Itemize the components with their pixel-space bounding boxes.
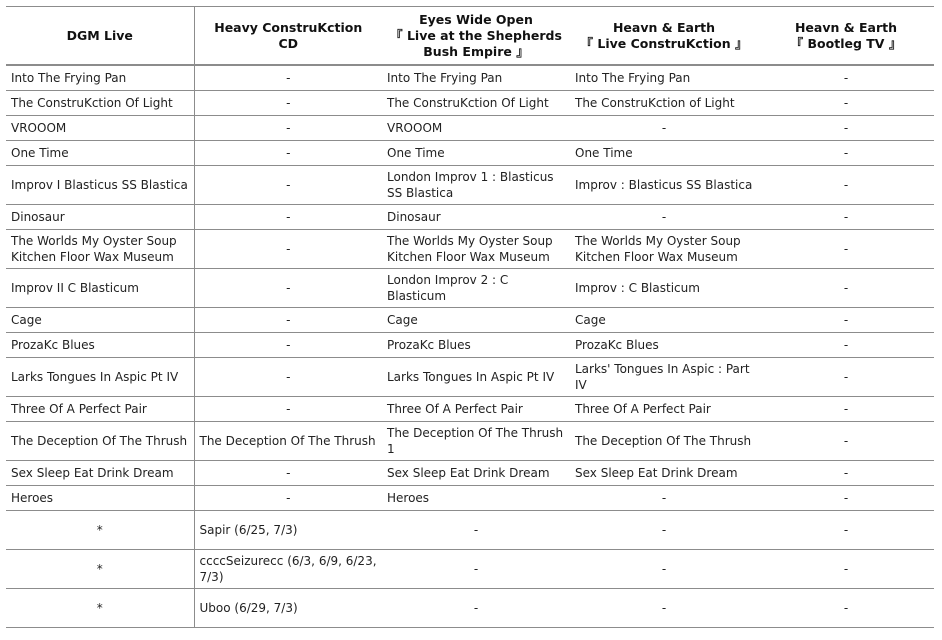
live-construkction-cell: The Worlds My Oyster Soup Kitchen Floor Wax Museum: [570, 230, 758, 269]
table-row: [6, 166, 934, 205]
bootleg-tv-cell: -: [758, 269, 934, 308]
dgm-live-cell: VROOOM: [6, 116, 194, 141]
table-row: [6, 486, 934, 511]
bootleg-tv-cell: -: [758, 486, 934, 511]
eyes-wide-open-cell: -: [382, 589, 570, 628]
bootleg-tv-cell: -: [758, 230, 934, 269]
live-construkction-cell: Improv : C Blasticum: [570, 269, 758, 308]
bootleg-tv-cell: -: [758, 65, 934, 91]
dgm-live-cell: Dinosaur: [6, 205, 194, 230]
live-construkction-cell: -: [570, 205, 758, 230]
setlist-table: [6, 6, 934, 628]
table-row: [6, 65, 934, 91]
bootleg-tv-cell: -: [758, 589, 934, 628]
table-row: [6, 422, 934, 461]
heavy-construkction-cell: -: [194, 65, 382, 91]
bootleg-tv-cell: -: [758, 91, 934, 116]
live-construkction-cell: ProzaKc Blues: [570, 333, 758, 358]
bootleg-tv-cell: -: [758, 333, 934, 358]
table-row: [6, 91, 934, 116]
eyes-wide-open-cell: -: [382, 511, 570, 550]
table-row: [6, 269, 934, 308]
heavy-construkction-cell: -: [194, 166, 382, 205]
heavy-construkction-cell: Sapir (6/25, 7/3): [194, 511, 382, 550]
heavy-construkction-cell: -: [194, 308, 382, 333]
eyes-wide-open-cell: VROOOM: [382, 116, 570, 141]
heavy-construkction-cell: -: [194, 205, 382, 230]
dgm-live-cell: Three Of A Perfect Pair: [6, 397, 194, 422]
bootleg-tv-cell: -: [758, 141, 934, 166]
dgm-live-cell: Cage: [6, 308, 194, 333]
live-construkction-cell: -: [570, 511, 758, 550]
bootleg-tv-cell: -: [758, 550, 934, 589]
dgm-live-cell: Larks Tongues In Aspic Pt IV: [6, 358, 194, 397]
live-construkction-cell: -: [570, 589, 758, 628]
dgm-live-cell: *: [6, 550, 194, 589]
dgm-live-cell: Into The Frying Pan: [6, 65, 194, 91]
heavy-construkction-cell: -: [194, 230, 382, 269]
header-heavy-construkction-cd: Heavy ConstruKction CD: [194, 7, 382, 66]
dgm-live-cell: Improv II C Blasticum: [6, 269, 194, 308]
live-construkction-cell: Improv : Blasticus SS Blastica: [570, 166, 758, 205]
table-row: [6, 589, 934, 628]
heavy-construkction-cell: -: [194, 91, 382, 116]
eyes-wide-open-cell: Heroes: [382, 486, 570, 511]
heavy-construkction-cell: -: [194, 397, 382, 422]
header-eyes-wide-open: Eyes Wide Open 『 Live at the Shepherds Bush Empire 』: [382, 7, 570, 66]
bootleg-tv-cell: -: [758, 397, 934, 422]
bootleg-tv-cell: -: [758, 461, 934, 486]
bootleg-tv-cell: -: [758, 422, 934, 461]
header-heavn-earth-live: Heavn & Earth 『 Live ConstruKction 』: [570, 7, 758, 66]
table-row: [6, 461, 934, 486]
eyes-wide-open-cell: The ConstruKction Of Light: [382, 91, 570, 116]
live-construkction-cell: The ConstruKction of Light: [570, 91, 758, 116]
table-row: [6, 230, 934, 269]
live-construkction-cell: The Deception Of The Thrush: [570, 422, 758, 461]
live-construkction-cell: -: [570, 550, 758, 589]
live-construkction-cell: -: [570, 116, 758, 141]
heavy-construkction-cell: ccccSeizurecc (6/3, 6/9, 6/23, 7/3): [194, 550, 382, 589]
heavy-construkction-cell: -: [194, 358, 382, 397]
table-row: [6, 511, 934, 550]
table-row: [6, 308, 934, 333]
heavy-construkction-cell: -: [194, 269, 382, 308]
eyes-wide-open-cell: ProzaKc Blues: [382, 333, 570, 358]
dgm-live-cell: One Time: [6, 141, 194, 166]
live-construkction-cell: Into The Frying Pan: [570, 65, 758, 91]
eyes-wide-open-cell: The Worlds My Oyster Soup Kitchen Floor Wax Museum: [382, 230, 570, 269]
eyes-wide-open-cell: -: [382, 550, 570, 589]
live-construkction-cell: Sex Sleep Eat Drink Dream: [570, 461, 758, 486]
dgm-live-cell: Improv I Blasticus SS Blastica: [6, 166, 194, 205]
dgm-live-cell: *: [6, 511, 194, 550]
header-row: [6, 7, 934, 66]
eyes-wide-open-cell: Three Of A Perfect Pair: [382, 397, 570, 422]
eyes-wide-open-cell: Cage: [382, 308, 570, 333]
heavy-construkction-cell: -: [194, 333, 382, 358]
heavy-construkction-cell: -: [194, 486, 382, 511]
bootleg-tv-cell: -: [758, 358, 934, 397]
live-construkction-cell: -: [570, 486, 758, 511]
table-row: [6, 358, 934, 397]
eyes-wide-open-cell: Into The Frying Pan: [382, 65, 570, 91]
dgm-live-cell: The Worlds My Oyster Soup Kitchen Floor Wax Museum: [6, 230, 194, 269]
table-row: [6, 141, 934, 166]
header-heavn-earth-bootleg: Heavn & Earth 『 Bootleg TV 』: [758, 7, 934, 66]
live-construkction-cell: Larks' Tongues In Aspic : Part IV: [570, 358, 758, 397]
eyes-wide-open-cell: London Improv 2 : C Blasticum: [382, 269, 570, 308]
table-row: [6, 397, 934, 422]
bootleg-tv-cell: -: [758, 511, 934, 550]
table-body: [6, 65, 934, 628]
heavy-construkction-cell: -: [194, 461, 382, 486]
eyes-wide-open-cell: Sex Sleep Eat Drink Dream: [382, 461, 570, 486]
eyes-wide-open-cell: Dinosaur: [382, 205, 570, 230]
eyes-wide-open-cell: Larks Tongues In Aspic Pt IV: [382, 358, 570, 397]
table-row: [6, 116, 934, 141]
eyes-wide-open-cell: London Improv 1 : Blasticus SS Blastica: [382, 166, 570, 205]
dgm-live-cell: *: [6, 589, 194, 628]
eyes-wide-open-cell: The Deception Of The Thrush 1: [382, 422, 570, 461]
dgm-live-cell: Heroes: [6, 486, 194, 511]
table-row: [6, 550, 934, 589]
bootleg-tv-cell: -: [758, 116, 934, 141]
dgm-live-cell: Sex Sleep Eat Drink Dream: [6, 461, 194, 486]
dgm-live-cell: The Deception Of The Thrush: [6, 422, 194, 461]
live-construkction-cell: Cage: [570, 308, 758, 333]
header-dgm-live: DGM Live: [6, 7, 194, 66]
live-construkction-cell: Three Of A Perfect Pair: [570, 397, 758, 422]
bootleg-tv-cell: -: [758, 166, 934, 205]
eyes-wide-open-cell: One Time: [382, 141, 570, 166]
live-construkction-cell: One Time: [570, 141, 758, 166]
heavy-construkction-cell: -: [194, 116, 382, 141]
heavy-construkction-cell: Uboo (6/29, 7/3): [194, 589, 382, 628]
dgm-live-cell: The ConstruKction Of Light: [6, 91, 194, 116]
table-row: [6, 333, 934, 358]
bootleg-tv-cell: -: [758, 205, 934, 230]
bootleg-tv-cell: -: [758, 308, 934, 333]
table-row: [6, 205, 934, 230]
heavy-construkction-cell: The Deception Of The Thrush: [194, 422, 382, 461]
dgm-live-cell: ProzaKc Blues: [6, 333, 194, 358]
heavy-construkction-cell: -: [194, 141, 382, 166]
